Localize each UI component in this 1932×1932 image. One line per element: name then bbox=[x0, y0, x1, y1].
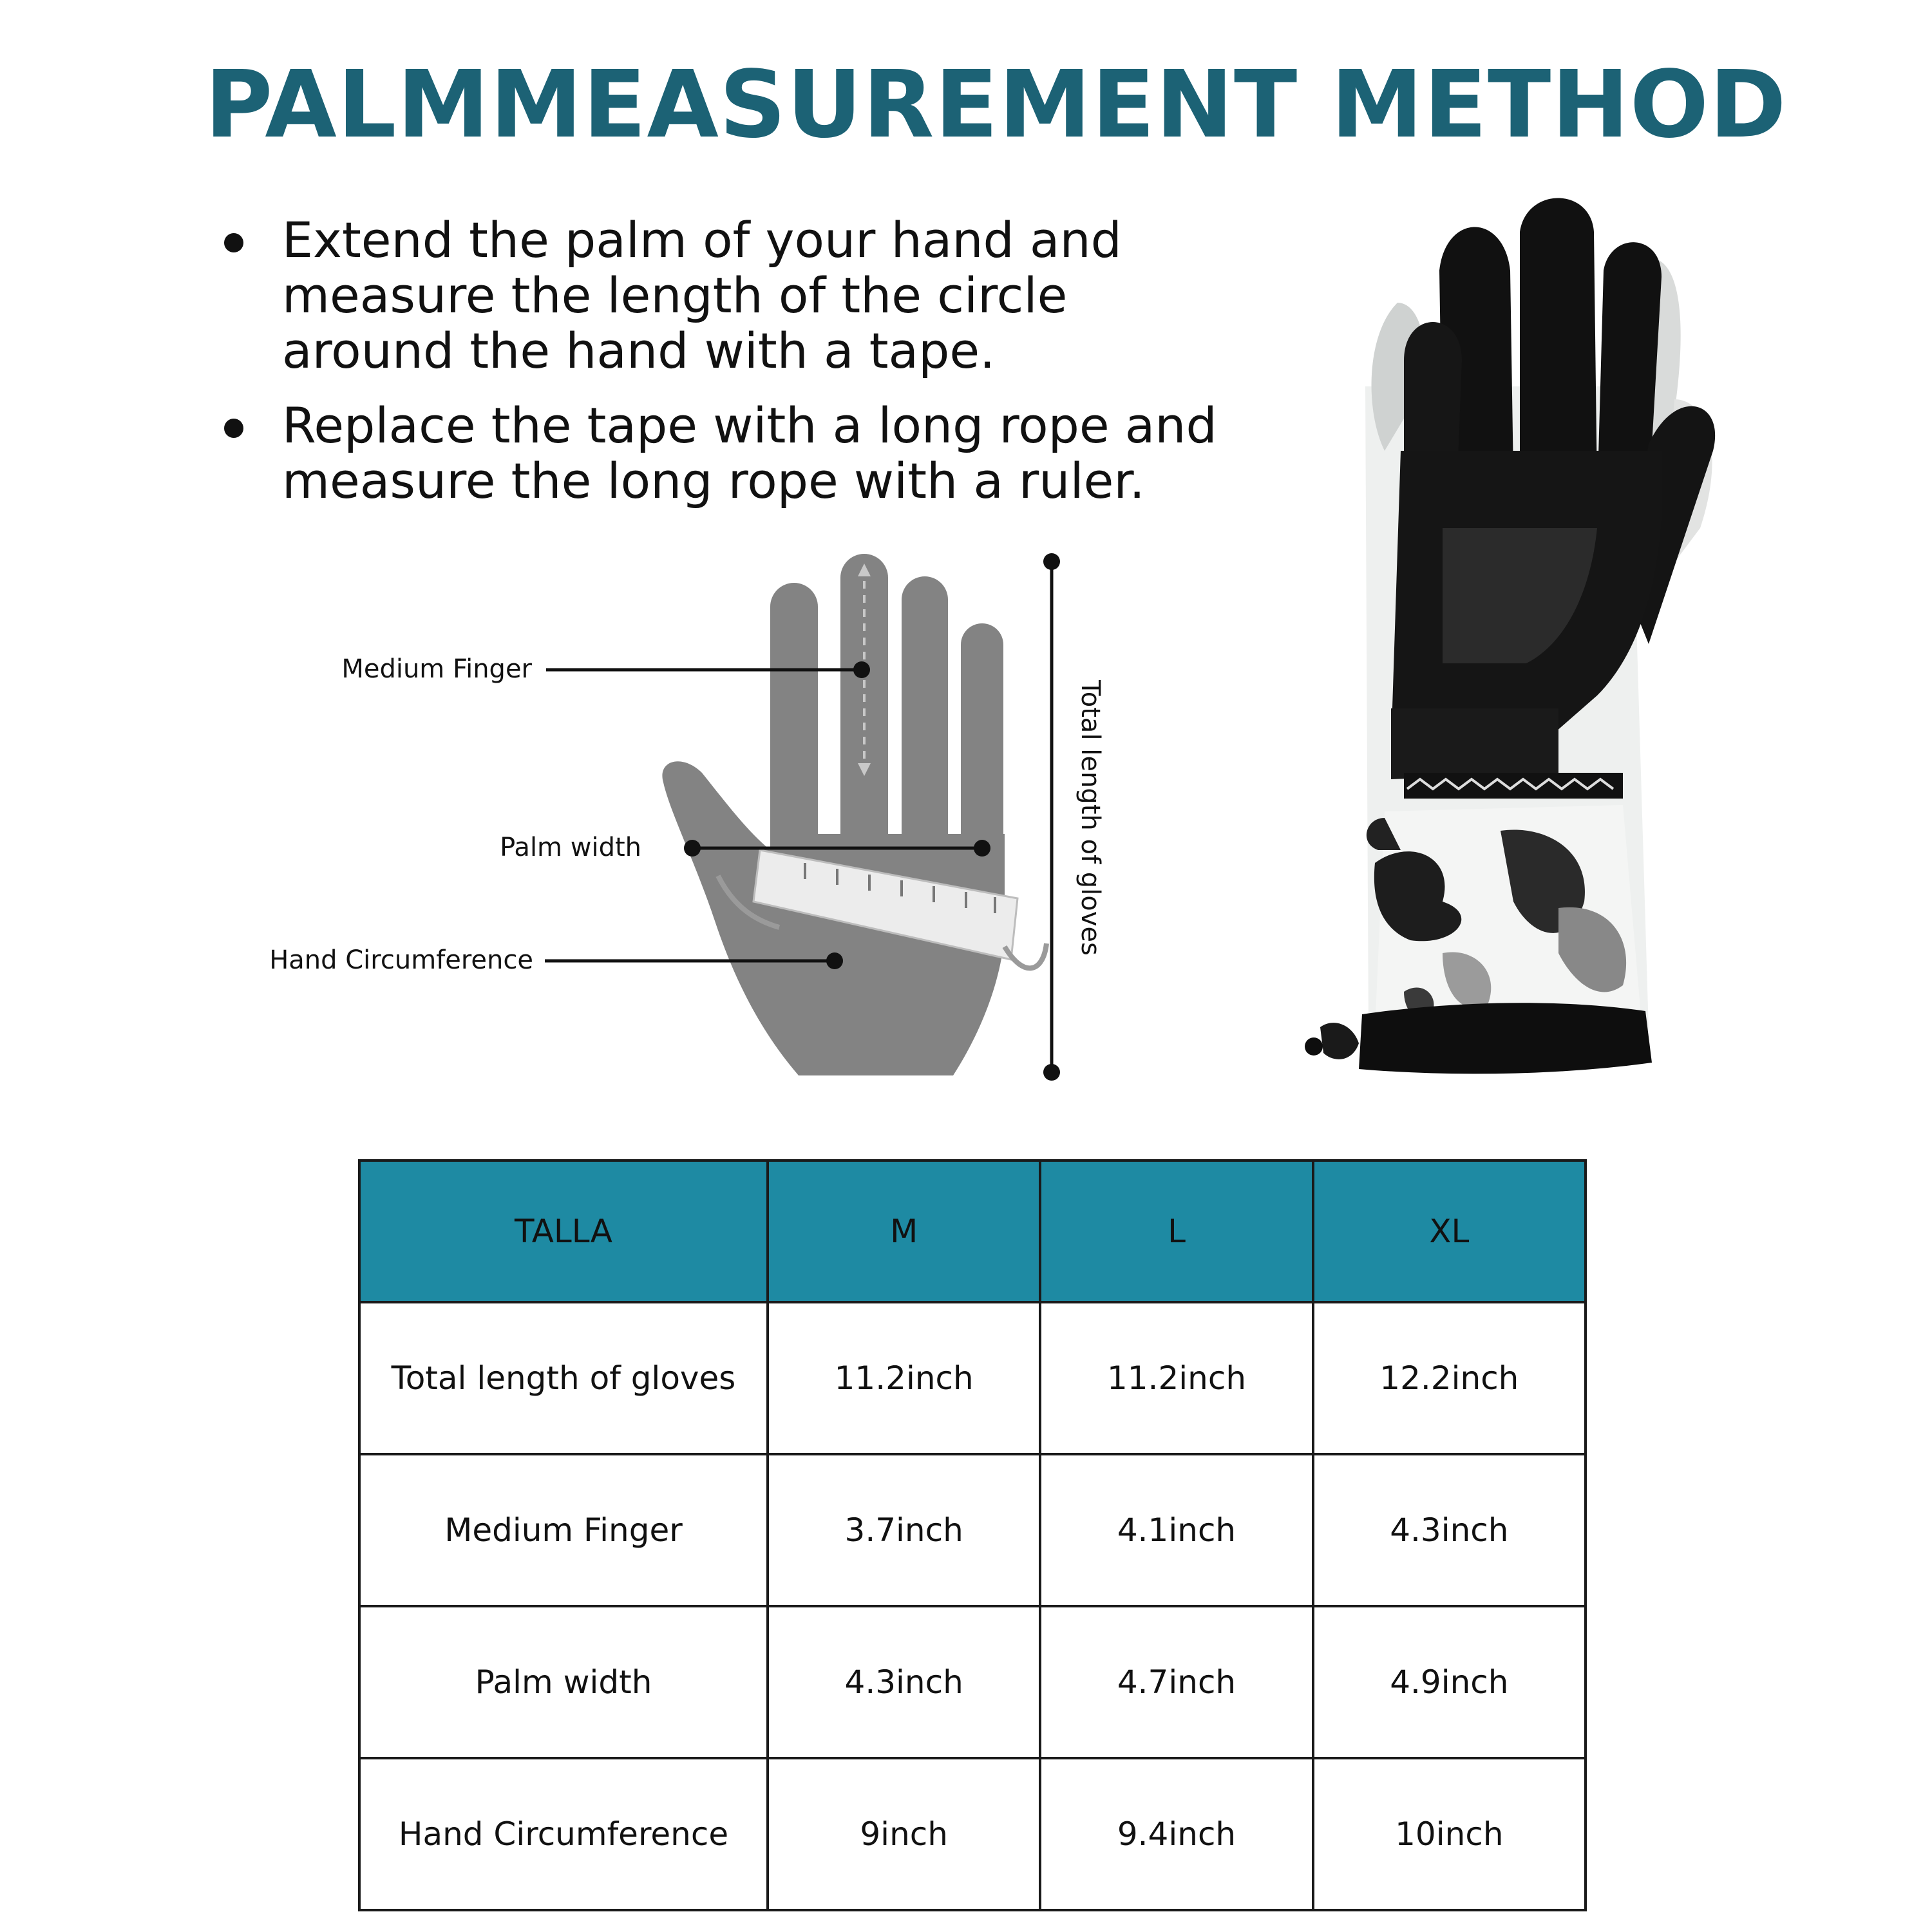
table-cell: 4.7inch bbox=[1040, 1606, 1312, 1758]
table-cell: 12.2inch bbox=[1313, 1302, 1586, 1454]
hand-circumference-label: Hand Circumference bbox=[269, 945, 533, 975]
page-title: PALMMEASUREMENT METHOD bbox=[205, 50, 1787, 158]
table-row bbox=[359, 1758, 1586, 1910]
total-length-dot-top bbox=[1043, 553, 1060, 570]
table-cell: 4.3inch bbox=[1313, 1454, 1586, 1606]
table-cell: 11.2inch bbox=[1040, 1302, 1312, 1454]
table-cell: 3.7inch bbox=[768, 1454, 1040, 1606]
palm-width-label: Palm width bbox=[500, 833, 641, 862]
total-length-label: Total length of gloves bbox=[1075, 680, 1105, 956]
table-cell: 4.1inch bbox=[1040, 1454, 1312, 1606]
table-cell: 9inch bbox=[768, 1758, 1040, 1910]
row-label-cell: Palm width bbox=[359, 1606, 768, 1758]
row-label-cell: Total length of gloves bbox=[359, 1302, 768, 1454]
table-cell: 10inch bbox=[1313, 1758, 1586, 1910]
table-row bbox=[359, 1454, 1586, 1606]
table-header-cell: M bbox=[768, 1160, 1040, 1302]
hand-illustration bbox=[662, 554, 1005, 1075]
instruction-text: Replace the tape with a long rope and measure the long rope with a ruler. bbox=[282, 397, 1217, 509]
palm-width-dot-left bbox=[684, 840, 701, 857]
table-cell: 9.4inch bbox=[1040, 1758, 1312, 1910]
size-table bbox=[358, 1159, 1587, 1911]
table-cell: 4.3inch bbox=[768, 1606, 1040, 1758]
table-header-row bbox=[359, 1160, 1586, 1302]
hand-circumference-dot bbox=[826, 952, 843, 969]
medium-finger-label: Medium Finger bbox=[341, 654, 532, 684]
table-cell: 11.2inch bbox=[768, 1302, 1040, 1454]
glove-image bbox=[1305, 198, 1715, 1074]
medium-finger-dot bbox=[853, 661, 870, 678]
table-header-cell: TALLA bbox=[359, 1160, 768, 1302]
table-cell: 4.9inch bbox=[1313, 1606, 1586, 1758]
table-row bbox=[359, 1606, 1586, 1758]
total-length-dot-bottom bbox=[1043, 1064, 1060, 1081]
table-header-cell: L bbox=[1040, 1160, 1312, 1302]
row-label-cell: Medium Finger bbox=[359, 1454, 768, 1606]
table-header-cell: XL bbox=[1313, 1160, 1586, 1302]
instruction-text: Extend the palm of your hand and measure the length of the circle around the hand with a tape. bbox=[282, 211, 1122, 379]
table-row bbox=[359, 1302, 1586, 1454]
row-label-cell: Hand Circumference bbox=[359, 1758, 768, 1910]
palm-width-dot-right bbox=[974, 840, 990, 857]
